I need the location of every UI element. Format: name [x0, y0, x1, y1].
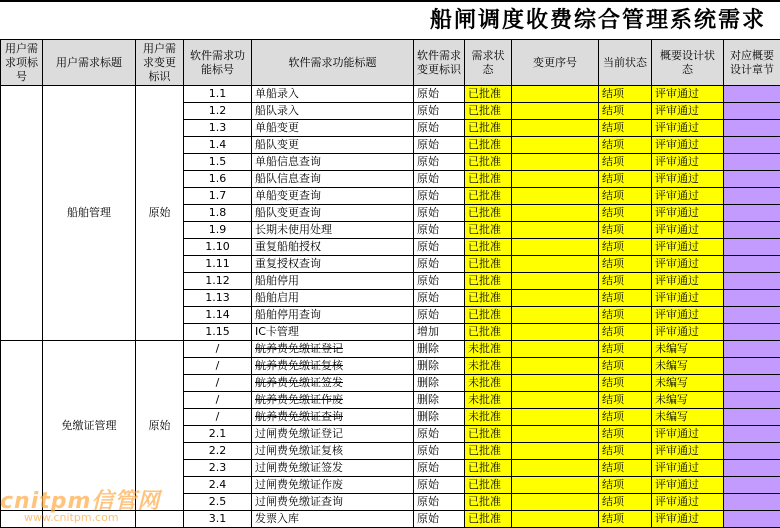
req-status-cell: 已批准 — [465, 86, 512, 103]
design-status-cell: 评审通过 — [652, 494, 724, 511]
func-title-cell: 航养费免缴证作废 — [252, 392, 414, 409]
req-status-cell: 已批准 — [465, 290, 512, 307]
header-row — [1, 40, 780, 86]
design-status-cell: 评审通过 — [652, 205, 724, 222]
change-seq-cell — [512, 103, 599, 120]
func-number-cell: 1.10 — [184, 239, 252, 256]
design-chapter-cell — [724, 341, 780, 358]
header-cell: 用户需求项标号 — [1, 40, 43, 86]
func-number-cell: / — [184, 358, 252, 375]
design-chapter-cell — [724, 188, 780, 205]
design-chapter-cell — [724, 222, 780, 239]
current-status-cell: 结项 — [599, 341, 652, 358]
func-change-cell: 原始 — [414, 171, 465, 188]
func-title-cell: 航养费免缴证查询 — [252, 409, 414, 426]
current-status-cell: 结项 — [599, 205, 652, 222]
current-status-cell: 结项 — [599, 460, 652, 477]
req-status-cell: 已批准 — [465, 120, 512, 137]
change-seq-cell — [512, 273, 599, 290]
requirements-table — [0, 39, 780, 528]
func-title-cell: 船队信息查询 — [252, 171, 414, 188]
func-title-cell: 航养费免缴证签发 — [252, 375, 414, 392]
req-status-cell: 已批准 — [465, 273, 512, 290]
current-status-cell: 结项 — [599, 443, 652, 460]
func-number-cell: 1.12 — [184, 273, 252, 290]
header-cell: 当前状态 — [599, 40, 652, 86]
current-status-cell: 结项 — [599, 103, 652, 120]
func-change-cell: 删除 — [414, 392, 465, 409]
func-change-cell: 删除 — [414, 358, 465, 375]
func-title-cell: 过闸费免缴证复核 — [252, 443, 414, 460]
design-chapter-cell — [724, 205, 780, 222]
func-number-cell: 2.3 — [184, 460, 252, 477]
design-chapter-cell — [724, 239, 780, 256]
func-number-cell: / — [184, 341, 252, 358]
req-status-cell: 已批准 — [465, 171, 512, 188]
change-seq-cell — [512, 222, 599, 239]
func-title-cell: 发票入库 — [252, 511, 414, 528]
change-seq-cell — [512, 341, 599, 358]
func-number-cell: 1.11 — [184, 256, 252, 273]
header-cell: 对应概要设计章节 — [724, 40, 780, 86]
design-status-cell: 未编写 — [652, 341, 724, 358]
design-status-cell: 评审通过 — [652, 307, 724, 324]
req-status-cell: 已批准 — [465, 222, 512, 239]
func-change-cell: 原始 — [414, 188, 465, 205]
change-seq-cell — [512, 358, 599, 375]
design-chapter-cell — [724, 477, 780, 494]
design-status-cell: 未编写 — [652, 409, 724, 426]
design-chapter-cell — [724, 86, 780, 103]
func-number-cell: / — [184, 392, 252, 409]
change-seq-cell — [512, 171, 599, 188]
func-change-cell: 原始 — [414, 205, 465, 222]
change-seq-cell — [512, 426, 599, 443]
func-number-cell: 2.4 — [184, 477, 252, 494]
req-status-cell: 已批准 — [465, 137, 512, 154]
design-status-cell: 未编写 — [652, 358, 724, 375]
req-status-cell: 已批准 — [465, 494, 512, 511]
current-status-cell: 结项 — [599, 256, 652, 273]
design-status-cell: 评审通过 — [652, 273, 724, 290]
change-seq-cell — [512, 86, 599, 103]
header-cell: 软件需求功能标题 — [252, 40, 414, 86]
change-seq-cell — [512, 477, 599, 494]
current-status-cell: 结项 — [599, 171, 652, 188]
func-change-cell: 原始 — [414, 103, 465, 120]
current-status-cell: 结项 — [599, 511, 652, 528]
func-title-cell: 单船变更查询 — [252, 188, 414, 205]
change-seq-cell — [512, 494, 599, 511]
func-change-cell: 原始 — [414, 426, 465, 443]
current-status-cell: 结项 — [599, 188, 652, 205]
req-status-cell: 未批准 — [465, 409, 512, 426]
design-chapter-cell — [724, 409, 780, 426]
func-title-cell: 过闸费免缴证登记 — [252, 426, 414, 443]
func-change-cell: 原始 — [414, 290, 465, 307]
func-change-cell: 删除 — [414, 341, 465, 358]
change-seq-cell — [512, 375, 599, 392]
func-title-cell: 单船信息查询 — [252, 154, 414, 171]
change-seq-cell — [512, 307, 599, 324]
design-status-cell: 评审通过 — [652, 239, 724, 256]
req-id-cell — [1, 86, 43, 341]
current-status-cell: 结项 — [599, 273, 652, 290]
req-status-cell: 已批准 — [465, 188, 512, 205]
design-status-cell: 评审通过 — [652, 171, 724, 188]
current-status-cell: 结项 — [599, 154, 652, 171]
req-status-cell: 已批准 — [465, 307, 512, 324]
func-title-cell: 重复船舶授权 — [252, 239, 414, 256]
current-status-cell: 结项 — [599, 86, 652, 103]
design-status-cell: 评审通过 — [652, 290, 724, 307]
func-number-cell: 1.5 — [184, 154, 252, 171]
req-status-cell: 已批准 — [465, 205, 512, 222]
func-number-cell: / — [184, 375, 252, 392]
func-title-cell: 单船变更 — [252, 120, 414, 137]
current-status-cell: 结项 — [599, 358, 652, 375]
design-status-cell: 评审通过 — [652, 426, 724, 443]
change-seq-cell — [512, 239, 599, 256]
func-change-cell: 原始 — [414, 256, 465, 273]
design-chapter-cell — [724, 324, 780, 341]
func-title-cell: 过闸费免缴证签发 — [252, 460, 414, 477]
func-number-cell: 1.8 — [184, 205, 252, 222]
design-chapter-cell — [724, 358, 780, 375]
change-seq-cell — [512, 154, 599, 171]
req-status-cell: 未批准 — [465, 341, 512, 358]
func-change-cell: 原始 — [414, 137, 465, 154]
header-cell: 用户需求变更标识 — [136, 40, 184, 86]
header-cell: 软件需求变更标识 — [414, 40, 465, 86]
func-title-cell: 航养费免缴证登记 — [252, 341, 414, 358]
func-title-cell: 航养费免缴证复核 — [252, 358, 414, 375]
func-number-cell: 1.1 — [184, 86, 252, 103]
design-status-cell: 评审通过 — [652, 460, 724, 477]
req-status-cell: 已批准 — [465, 103, 512, 120]
design-status-cell: 评审通过 — [652, 86, 724, 103]
req-change-cell: 原始 — [136, 341, 184, 511]
design-status-cell: 评审通过 — [652, 103, 724, 120]
req-title-cell: 免缴证管理 — [43, 341, 136, 511]
func-number-cell: 1.14 — [184, 307, 252, 324]
func-number-cell: 2.5 — [184, 494, 252, 511]
current-status-cell: 结项 — [599, 477, 652, 494]
req-status-cell: 已批准 — [465, 460, 512, 477]
design-chapter-cell — [724, 171, 780, 188]
design-chapter-cell — [724, 103, 780, 120]
header-cell: 变更序号 — [512, 40, 599, 86]
change-seq-cell — [512, 392, 599, 409]
req-status-cell: 已批准 — [465, 511, 512, 528]
func-change-cell: 原始 — [414, 494, 465, 511]
func-title-cell: 过闸费免缴证作废 — [252, 477, 414, 494]
design-status-cell: 评审通过 — [652, 324, 724, 341]
req-status-cell: 未批准 — [465, 358, 512, 375]
req-status-cell: 未批准 — [465, 375, 512, 392]
change-seq-cell — [512, 409, 599, 426]
title-band — [0, 0, 780, 40]
design-chapter-cell — [724, 426, 780, 443]
func-title-cell: 船舶停用查询 — [252, 307, 414, 324]
design-chapter-cell — [724, 494, 780, 511]
top-rule — [0, 0, 780, 2]
sheet-title: 船闸调度收费综合管理系统需求 — [430, 3, 766, 34]
func-number-cell: 1.6 — [184, 171, 252, 188]
watermark-url: www.cnitpm.com — [24, 511, 119, 524]
func-change-cell: 原始 — [414, 86, 465, 103]
func-number-cell: 1.7 — [184, 188, 252, 205]
func-number-cell: 1.3 — [184, 120, 252, 137]
design-chapter-cell — [724, 511, 780, 528]
req-status-cell: 已批准 — [465, 426, 512, 443]
req-status-cell: 已批准 — [465, 256, 512, 273]
current-status-cell: 结项 — [599, 392, 652, 409]
req-status-cell: 已批准 — [465, 154, 512, 171]
req-status-cell: 已批准 — [465, 443, 512, 460]
req-status-cell: 已批准 — [465, 477, 512, 494]
change-seq-cell — [512, 205, 599, 222]
header-cell: 软件需求功能标号 — [184, 40, 252, 86]
design-chapter-cell — [724, 290, 780, 307]
func-title-cell: 单船录入 — [252, 86, 414, 103]
design-status-cell: 评审通过 — [652, 120, 724, 137]
current-status-cell: 结项 — [599, 222, 652, 239]
func-change-cell: 原始 — [414, 154, 465, 171]
header-cell: 用户需求标题 — [43, 40, 136, 86]
design-status-cell: 评审通过 — [652, 511, 724, 528]
header-cell: 需求状态 — [465, 40, 512, 86]
change-seq-cell — [512, 290, 599, 307]
func-number-cell: 1.2 — [184, 103, 252, 120]
func-change-cell: 增加 — [414, 324, 465, 341]
design-status-cell: 评审通过 — [652, 477, 724, 494]
req-status-cell: 已批准 — [465, 324, 512, 341]
current-status-cell: 结项 — [599, 137, 652, 154]
watermark-brand: cnitpm信管网 — [0, 484, 160, 515]
current-status-cell: 结项 — [599, 409, 652, 426]
req-status-cell: 未批准 — [465, 392, 512, 409]
design-chapter-cell — [724, 120, 780, 137]
func-number-cell: 3.1 — [184, 511, 252, 528]
change-seq-cell — [512, 137, 599, 154]
func-number-cell: 1.13 — [184, 290, 252, 307]
func-number-cell: 2.1 — [184, 426, 252, 443]
current-status-cell: 结项 — [599, 375, 652, 392]
func-change-cell: 原始 — [414, 477, 465, 494]
func-title-cell: 船队录入 — [252, 103, 414, 120]
func-title-cell: 船队变更 — [252, 137, 414, 154]
func-change-cell: 原始 — [414, 273, 465, 290]
design-status-cell: 评审通过 — [652, 154, 724, 171]
current-status-cell: 结项 — [599, 239, 652, 256]
design-status-cell: 评审通过 — [652, 222, 724, 239]
design-status-cell: 评审通过 — [652, 256, 724, 273]
func-title-cell: 船舶停用 — [252, 273, 414, 290]
change-seq-cell — [512, 188, 599, 205]
change-seq-cell — [512, 443, 599, 460]
table-row — [1, 341, 780, 358]
func-title-cell: 船队变更查询 — [252, 205, 414, 222]
current-status-cell: 结项 — [599, 494, 652, 511]
design-status-cell: 未编写 — [652, 375, 724, 392]
func-change-cell: 原始 — [414, 239, 465, 256]
current-status-cell: 结项 — [599, 120, 652, 137]
design-status-cell: 评审通过 — [652, 188, 724, 205]
func-number-cell: 1.4 — [184, 137, 252, 154]
current-status-cell: 结项 — [599, 307, 652, 324]
change-seq-cell — [512, 460, 599, 477]
current-status-cell: 结项 — [599, 426, 652, 443]
design-chapter-cell — [724, 307, 780, 324]
table-row — [1, 86, 780, 103]
func-title-cell: 船舶启用 — [252, 290, 414, 307]
design-chapter-cell — [724, 460, 780, 477]
func-title-cell: 重复授权查询 — [252, 256, 414, 273]
design-chapter-cell — [724, 443, 780, 460]
req-title-cell: 船舶管理 — [43, 86, 136, 341]
change-seq-cell — [512, 120, 599, 137]
req-change-cell: 原始 — [136, 86, 184, 341]
func-change-cell: 原始 — [414, 307, 465, 324]
func-number-cell: / — [184, 409, 252, 426]
func-change-cell: 原始 — [414, 222, 465, 239]
func-change-cell: 原始 — [414, 443, 465, 460]
change-seq-cell — [512, 324, 599, 341]
design-chapter-cell — [724, 392, 780, 409]
design-status-cell: 未编写 — [652, 392, 724, 409]
func-change-cell: 删除 — [414, 375, 465, 392]
func-change-cell: 原始 — [414, 511, 465, 528]
func-number-cell: 2.2 — [184, 443, 252, 460]
design-chapter-cell — [724, 256, 780, 273]
change-seq-cell — [512, 256, 599, 273]
func-change-cell: 原始 — [414, 120, 465, 137]
design-chapter-cell — [724, 375, 780, 392]
func-number-cell: 1.9 — [184, 222, 252, 239]
design-chapter-cell — [724, 273, 780, 290]
current-status-cell: 结项 — [599, 290, 652, 307]
current-status-cell: 结项 — [599, 324, 652, 341]
header-cell: 概要设计状态 — [652, 40, 724, 86]
design-chapter-cell — [724, 137, 780, 154]
design-status-cell: 评审通过 — [652, 443, 724, 460]
func-title-cell: 过闸费免缴证查询 — [252, 494, 414, 511]
req-status-cell: 已批准 — [465, 239, 512, 256]
func-change-cell: 原始 — [414, 460, 465, 477]
design-status-cell: 评审通过 — [652, 137, 724, 154]
design-chapter-cell — [724, 154, 780, 171]
func-title-cell: 长期未使用处理 — [252, 222, 414, 239]
change-seq-cell — [512, 511, 599, 528]
func-change-cell: 删除 — [414, 409, 465, 426]
func-number-cell: 1.15 — [184, 324, 252, 341]
func-title-cell: IC卡管理 — [252, 324, 414, 341]
